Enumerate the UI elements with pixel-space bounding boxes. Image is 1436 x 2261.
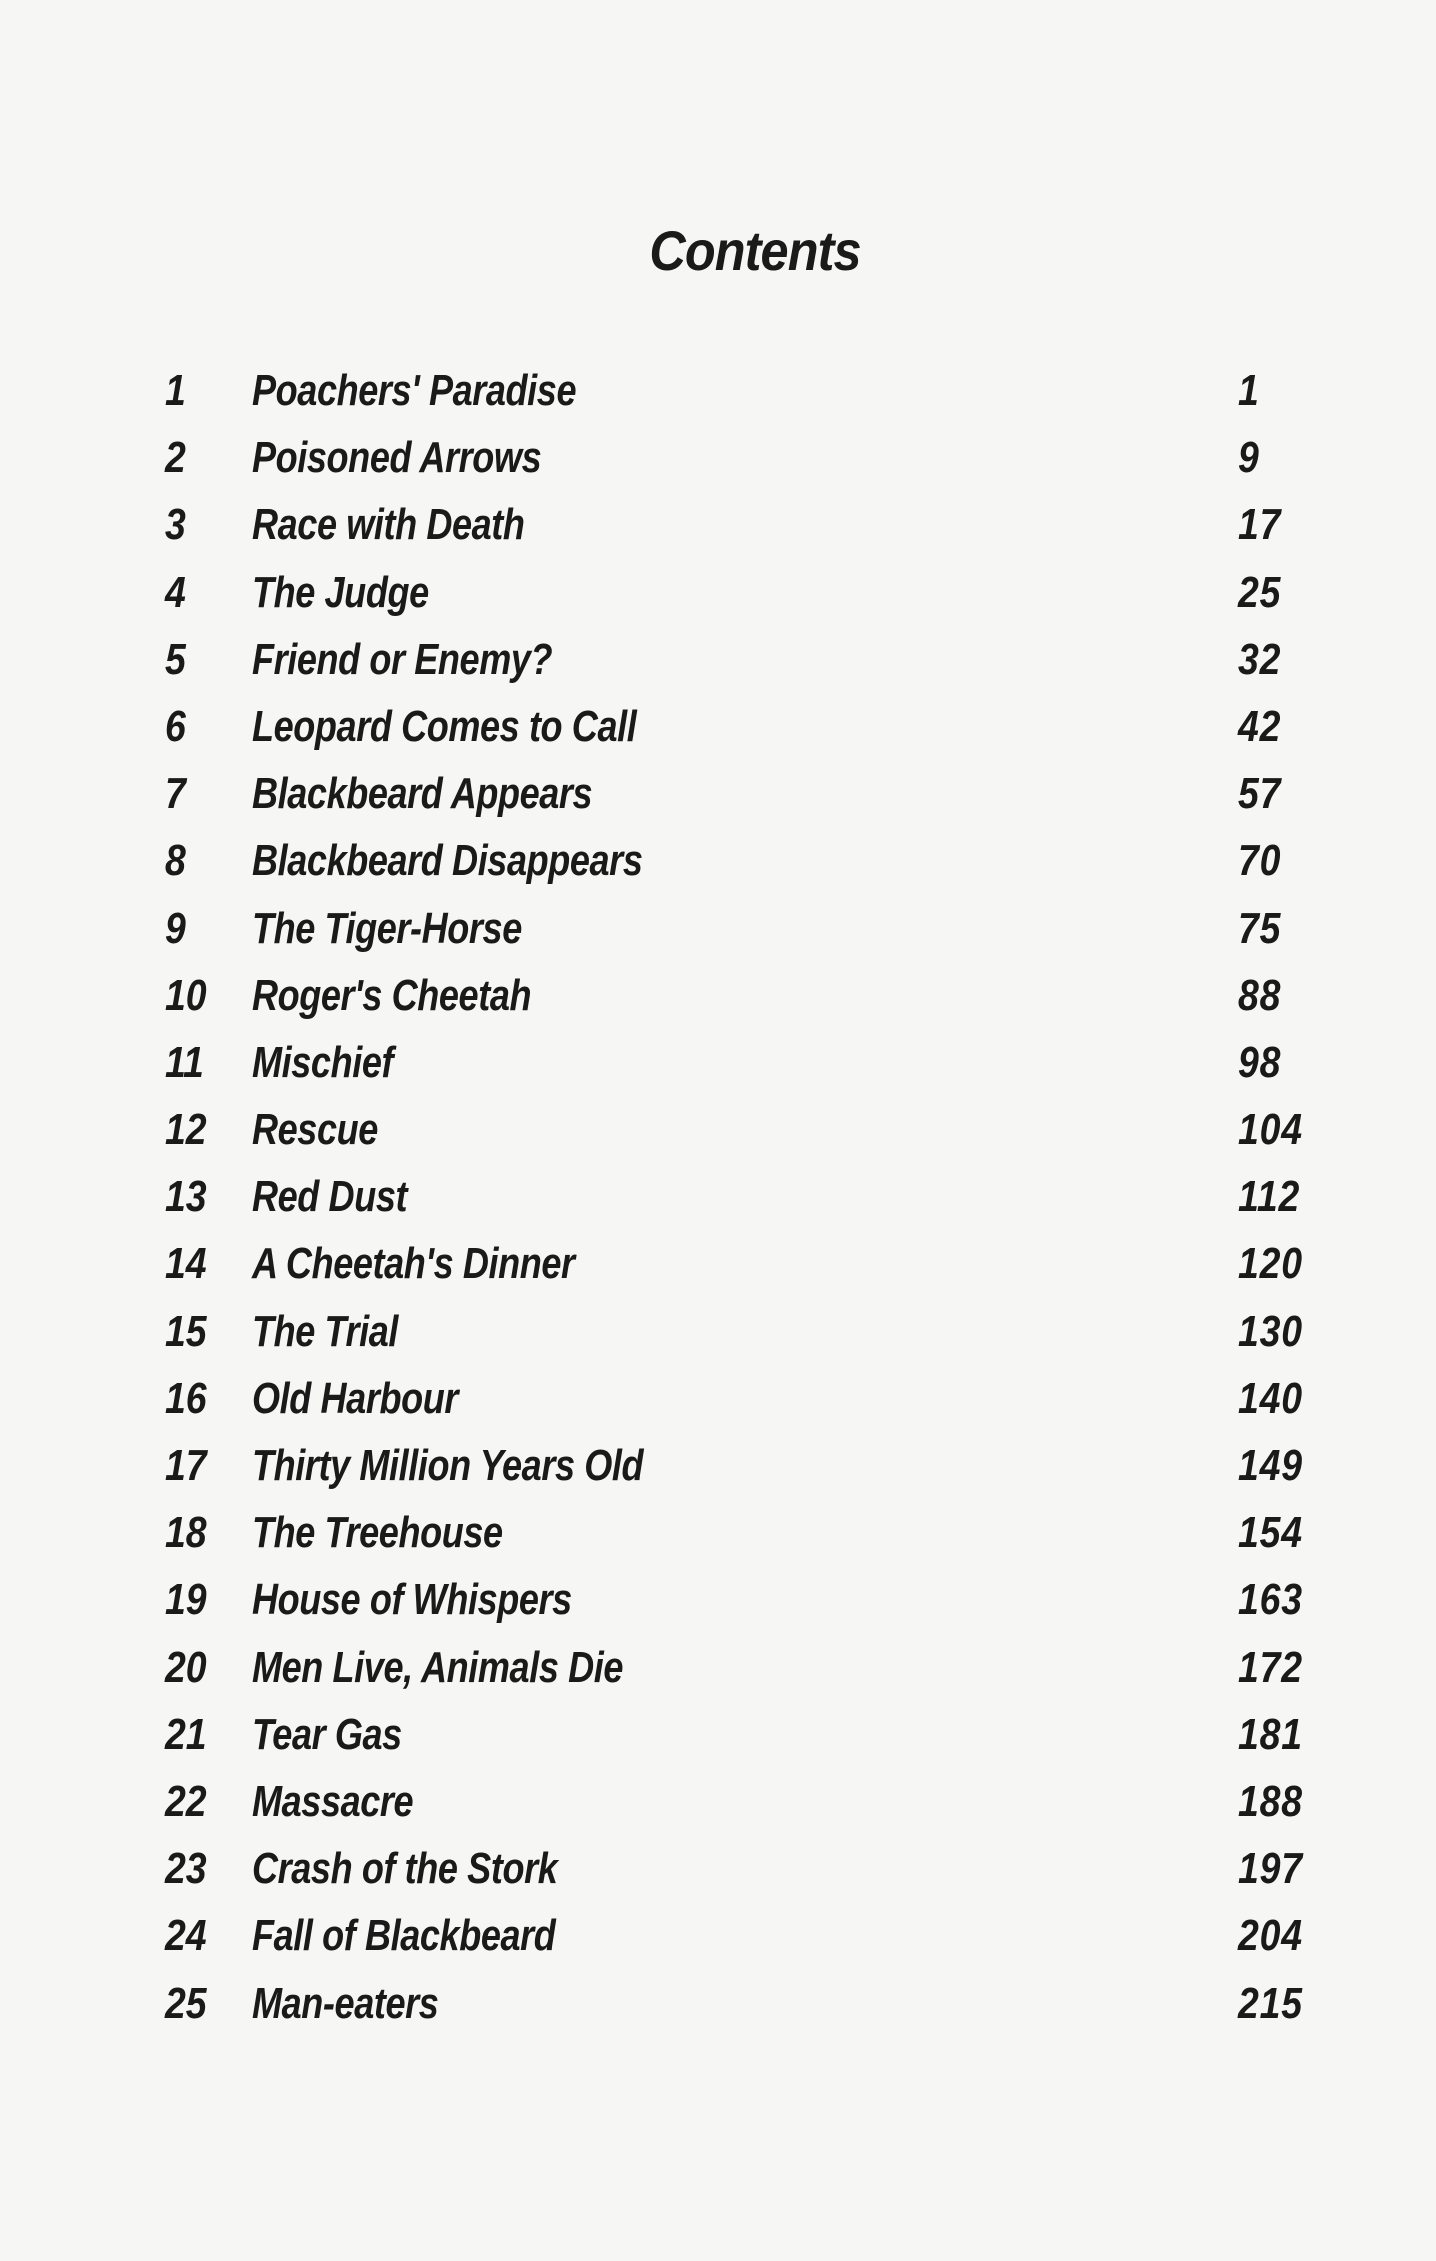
chapter-page-number: 188 <box>1238 1776 1303 1826</box>
chapter-number: 9 <box>165 903 186 953</box>
chapter-title: Fall of Blackbeard <box>252 1911 556 1961</box>
chapter-number: 8 <box>165 836 186 886</box>
chapter-title: The Trial <box>252 1306 399 1356</box>
chapter-page-number: 1 <box>1238 366 1260 415</box>
chapter-number: 21 <box>165 1709 207 1759</box>
chapter-page-number: 104 <box>1238 1105 1303 1155</box>
chapter-number: 4 <box>165 567 186 617</box>
chapter-number: 12 <box>165 1105 207 1155</box>
chapter-title: Man-eaters <box>252 1978 439 2028</box>
chapter-number: 20 <box>165 1642 207 1692</box>
chapter-number: 22 <box>165 1776 207 1826</box>
toc-entry <box>165 496 1315 563</box>
toc-entry <box>165 1773 1315 1840</box>
toc-entry <box>165 1370 1315 1437</box>
toc-entry <box>165 967 1315 1034</box>
chapter-page-number: 75 <box>1238 903 1282 953</box>
chapter-number: 14 <box>165 1239 207 1289</box>
chapter-number: 1 <box>165 366 186 415</box>
chapter-page-number: 140 <box>1238 1373 1303 1423</box>
toc-entry <box>165 1840 1315 1907</box>
chapter-number: 2 <box>165 433 186 483</box>
toc-entry <box>165 1437 1315 1504</box>
chapter-number: 11 <box>165 1037 204 1087</box>
toc-entry <box>165 1303 1315 1370</box>
toc-entry <box>165 362 1315 429</box>
chapter-page-number: 98 <box>1238 1037 1282 1087</box>
chapter-title: Friend or Enemy? <box>252 634 553 684</box>
toc-entry <box>165 429 1315 496</box>
chapter-page-number: 172 <box>1238 1642 1303 1692</box>
chapter-page-number: 197 <box>1238 1844 1303 1894</box>
chapter-number: 18 <box>165 1508 207 1558</box>
chapter-title: Mischief <box>252 1037 394 1087</box>
toc-entry <box>165 1504 1315 1571</box>
chapter-page-number: 154 <box>1238 1508 1303 1558</box>
chapter-title: The Treehouse <box>252 1508 503 1558</box>
toc-entry <box>165 1975 1315 2042</box>
chapter-page-number: 112 <box>1238 1172 1301 1222</box>
toc-entry <box>165 1168 1315 1235</box>
table-of-contents <box>165 362 1315 2042</box>
toc-entry <box>165 1235 1315 1302</box>
chapter-number: 5 <box>165 634 186 684</box>
chapter-page-number: 17 <box>1238 500 1282 550</box>
chapter-page-number: 88 <box>1238 970 1282 1020</box>
chapter-page-number: 149 <box>1238 1441 1303 1490</box>
toc-entry <box>165 631 1315 698</box>
chapter-number: 24 <box>165 1911 207 1961</box>
chapter-number: 10 <box>165 970 207 1020</box>
chapter-title: Men Live, Animals Die <box>252 1642 624 1692</box>
chapter-page-number: 25 <box>1238 567 1282 617</box>
chapter-number: 19 <box>165 1575 207 1625</box>
chapter-title: Leopard Comes to Call <box>252 701 637 751</box>
chapter-title: Massacre <box>252 1776 414 1826</box>
chapter-title: Crash of the Stork <box>252 1844 558 1894</box>
chapter-page-number: 120 <box>1238 1239 1303 1289</box>
chapter-page-number: 181 <box>1238 1709 1303 1759</box>
chapter-page-number: 70 <box>1238 836 1282 886</box>
chapter-title: House of Whispers <box>252 1575 572 1625</box>
chapter-title: Thirty Million Years Old <box>252 1441 644 1490</box>
chapter-title: Rescue <box>252 1105 378 1155</box>
toc-entry <box>165 1101 1315 1168</box>
chapter-title: Red Dust <box>252 1172 408 1222</box>
chapter-title: Poachers' Paradise <box>252 366 577 415</box>
chapter-title: Poisoned Arrows <box>252 433 542 483</box>
chapter-page-number: 9 <box>1238 433 1260 483</box>
toc-entry <box>165 900 1315 967</box>
chapter-title: The Tiger-Horse <box>252 903 522 953</box>
chapter-title: Tear Gas <box>252 1709 402 1759</box>
chapter-page-number: 215 <box>1238 1978 1303 2028</box>
toc-entry <box>165 698 1315 765</box>
toc-entry <box>165 1639 1315 1706</box>
chapter-number: 6 <box>165 701 186 751</box>
chapter-number: 25 <box>165 1978 207 2028</box>
toc-entry <box>165 1571 1315 1638</box>
chapter-title: The Judge <box>252 567 429 617</box>
toc-entry <box>165 1907 1315 1974</box>
chapter-number: 16 <box>165 1373 207 1423</box>
chapter-page-number: 57 <box>1238 769 1282 819</box>
chapter-number: 7 <box>165 769 186 819</box>
chapter-title: Old Harbour <box>252 1373 458 1423</box>
chapter-page-number: 204 <box>1238 1911 1303 1961</box>
chapter-number: 3 <box>165 500 186 550</box>
toc-entry <box>165 564 1315 631</box>
chapter-number: 13 <box>165 1172 207 1222</box>
chapter-title: Roger's Cheetah <box>252 970 532 1020</box>
chapter-number: 23 <box>165 1844 207 1894</box>
toc-entry <box>165 765 1315 832</box>
chapter-title: A Cheetah's Dinner <box>252 1239 575 1289</box>
chapter-title: Blackbeard Disappears <box>252 836 643 886</box>
chapter-number: 17 <box>165 1441 207 1490</box>
chapter-page-number: 163 <box>1238 1575 1303 1625</box>
toc-entry <box>165 1706 1315 1773</box>
toc-entry <box>165 832 1315 899</box>
chapter-number: 15 <box>165 1306 207 1356</box>
chapter-title: Race with Death <box>252 500 525 550</box>
chapter-title: Blackbeard Appears <box>252 769 593 819</box>
toc-entry <box>165 1034 1315 1101</box>
chapter-page-number: 42 <box>1238 701 1282 751</box>
chapter-page-number: 32 <box>1238 634 1282 684</box>
page-title: Contents <box>649 219 861 282</box>
chapter-page-number: 130 <box>1238 1306 1303 1356</box>
